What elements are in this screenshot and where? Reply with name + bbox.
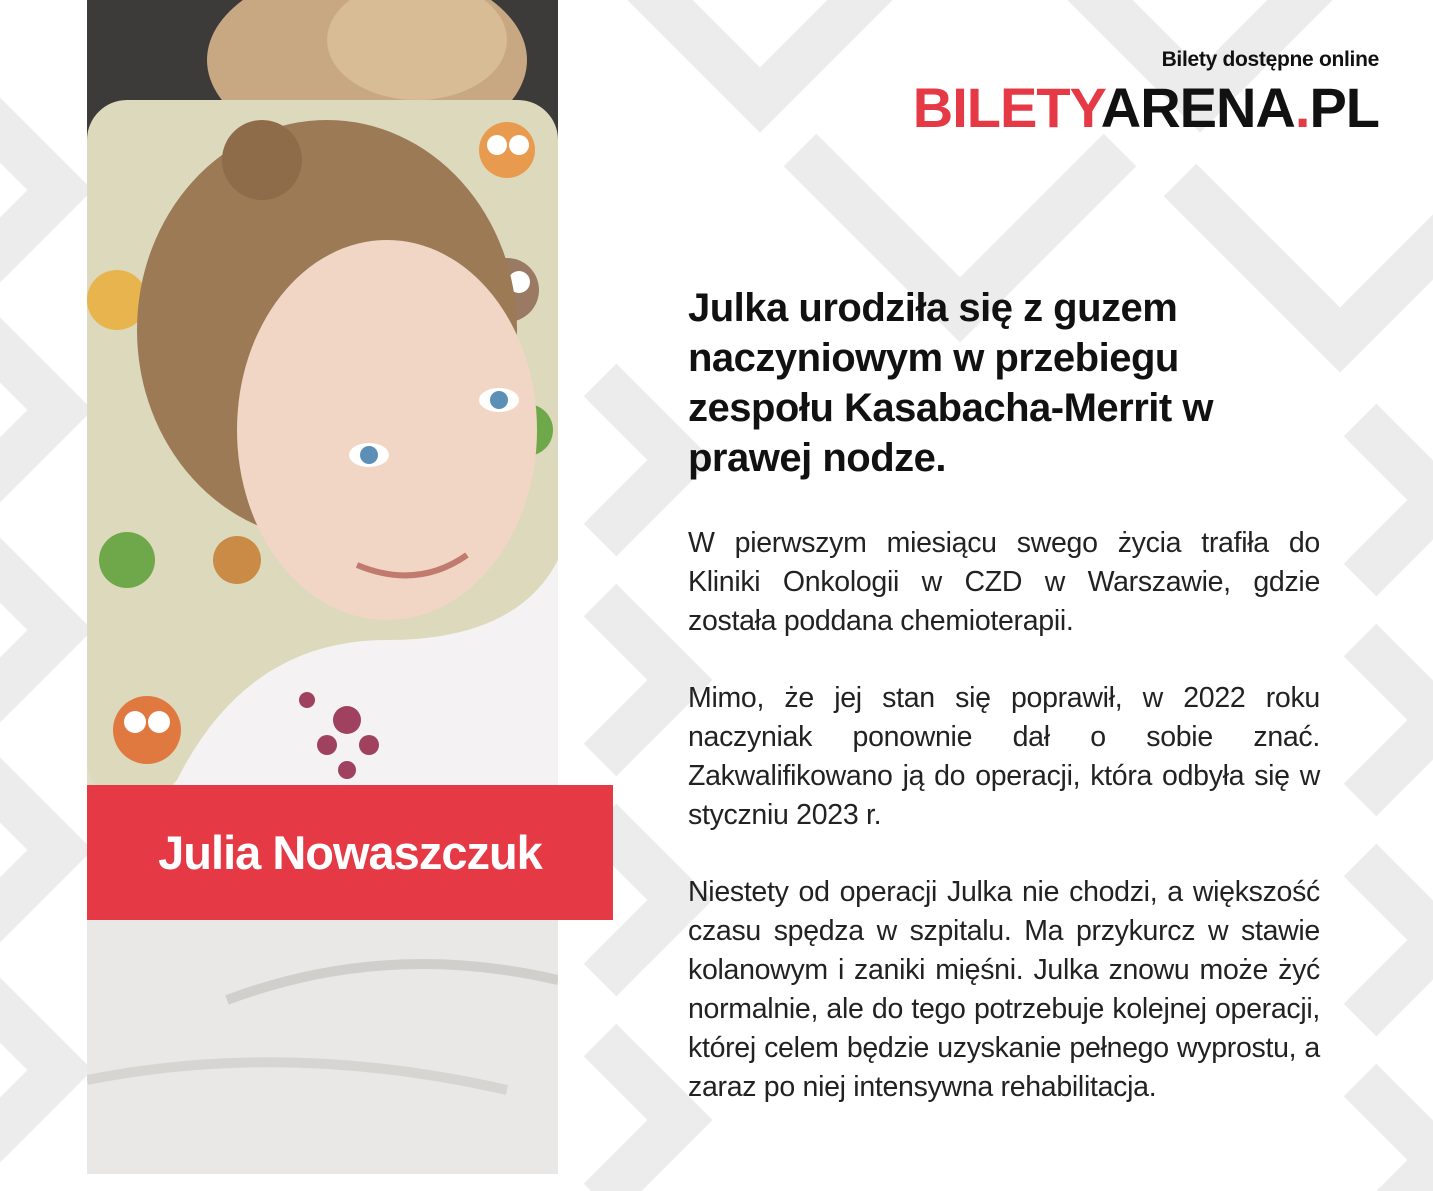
story-paragraph-2: Mimo, że jej stan się poprawił, w 2022 roku naczyniak ponownie dał o sobie znać. Zakwalifikowano ją do operacji, która odbyła się w styczniu 2023 r.: [688, 682, 1320, 831]
portrait-photo: [87, 0, 558, 1174]
child-name: Julia Nowaszczuk: [158, 826, 542, 879]
name-banner: [87, 785, 613, 920]
biletyarena-logo[interactable]: [912, 76, 1379, 139]
logo-part-pl: PL: [1309, 76, 1379, 139]
logo-dot: .: [1294, 76, 1310, 139]
tickets-tagline: Bilety dostępne online: [1161, 48, 1379, 71]
story-paragraph-3: Niestety od operacji Julka nie chodzi, a większość czasu spędza w szpitalu. Ma przykurcz w stawie kolanowym i zaniki mięśni. Julka znowu może żyć normalnie, ale do tego potrzebuje kolejnej operacji, której celem będzie uzyskanie pełnego wyprostu, a zaraz po niej intensywna rehabilitacja.: [688, 876, 1320, 1103]
logo-part-bilety: BILETY: [912, 76, 1101, 139]
headline: Julka urodziła się z guzem naczyniowym w przebiegu zespołu Kasabacha-Merrit w prawej nodze.: [688, 286, 1213, 480]
logo-part-arena: ARENA: [1100, 76, 1295, 139]
story-paragraph-1: W pierwszym miesiącu swego życia trafiła do Kliniki Onkologii w CZD w Warszawie, gdzie została poddana chemioterapii.: [688, 527, 1320, 637]
